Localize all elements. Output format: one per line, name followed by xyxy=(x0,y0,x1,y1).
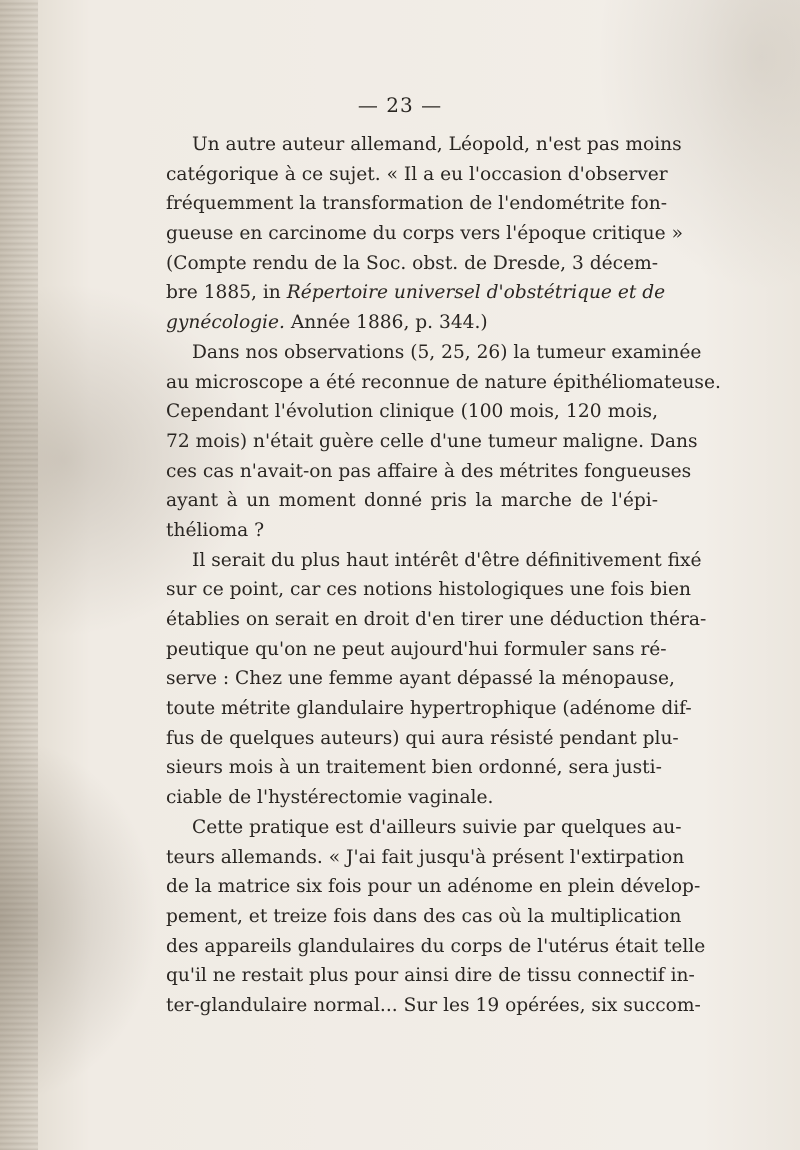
text-line: teurs allemands. « J'ai fait jusqu'à présent l'extirpation xyxy=(166,846,685,868)
text-line: Un autre auteur allemand, Léopold, n'est pas moins xyxy=(192,134,682,155)
text-line: sieurs mois à un traitement bien ordonné, sera justi- xyxy=(166,757,662,779)
text-line: fréquemment la transformation de l'endométrite fon- xyxy=(166,193,667,215)
text-line: gueuse en carcinome du corps vers l'époque critique » xyxy=(166,223,683,245)
text-line: ter-glandulaire normal... Sur les 19 opérées, six succom- xyxy=(166,994,701,1016)
text-line: thélioma ? xyxy=(166,519,265,541)
text-line: (Compte rendu de la Soc. obst. de Dresde, 3 décem- xyxy=(166,252,658,274)
text-line: ayant à un moment donné pris la marche de l'épi- xyxy=(166,490,658,512)
text-line: serve : Chez une femme ayant dépassé la ménopause, xyxy=(166,668,675,690)
text-fragment: Année 1886, p. 344.) xyxy=(290,312,488,334)
page-left-edge-shadow xyxy=(0,0,38,1150)
text-line: sur ce point, car ces notions histologiques une fois bien xyxy=(166,579,691,601)
text-line: établies on serait en droit d'en tirer une déduction théra- xyxy=(166,609,707,630)
text-line: qu'il ne restait plus pour ainsi dire de tissu connectif in- xyxy=(166,965,695,987)
page-number: — 23 — xyxy=(357,93,443,117)
text-line: Il serait du plus haut intérêt d'être définitivement fixé xyxy=(192,549,702,571)
body-text xyxy=(166,130,721,1021)
text-line: pement, et treize fois dans des cas où la multiplication xyxy=(166,905,682,927)
text-line: fus de quelques auteurs) qui aura résisté pendant plu- xyxy=(166,727,679,749)
text-line: catégorique à ce sujet. « Il a eu l'occasion d'observer xyxy=(166,163,668,185)
text-line: peutique qu'on ne peut aujourd'hui formuler sans ré- xyxy=(166,638,667,660)
journal-title: Répertoire universel d'obstétrique et de xyxy=(286,282,666,304)
text-line-with-title xyxy=(166,308,658,338)
text-line: ciable de l'hystérectomie vaginale. xyxy=(166,787,494,809)
text-line: Cependant l'évolution clinique (100 mois, 120 mois, xyxy=(166,401,658,423)
text-line: Cette pratique est d'ailleurs suivie par quelques au- xyxy=(192,816,682,838)
text-line: au microscope a été reconnue de nature épithéliomateuse. xyxy=(166,371,721,393)
text-line: toute métrite glandulaire hypertrophique (adénome dif- xyxy=(166,698,692,720)
text-line-with-title xyxy=(166,278,666,308)
text-line: Dans nos observations (5, 25, 26) la tumeur examinée xyxy=(192,341,702,363)
text-fragment: bre 1885, in xyxy=(166,282,281,304)
journal-title-end: gynécologie. xyxy=(166,312,285,334)
text-line: 72 mois) n'était guère celle d'une tumeur maligne. Dans xyxy=(166,430,698,452)
text-line: ces cas n'avait-on pas affaire à des métrites fongueuses xyxy=(166,460,692,482)
text-line: de la matrice six fois pour un adénome en plein dévelop- xyxy=(166,876,701,898)
text-line: des appareils glandulaires du corps de l'utérus était telle xyxy=(166,935,706,957)
